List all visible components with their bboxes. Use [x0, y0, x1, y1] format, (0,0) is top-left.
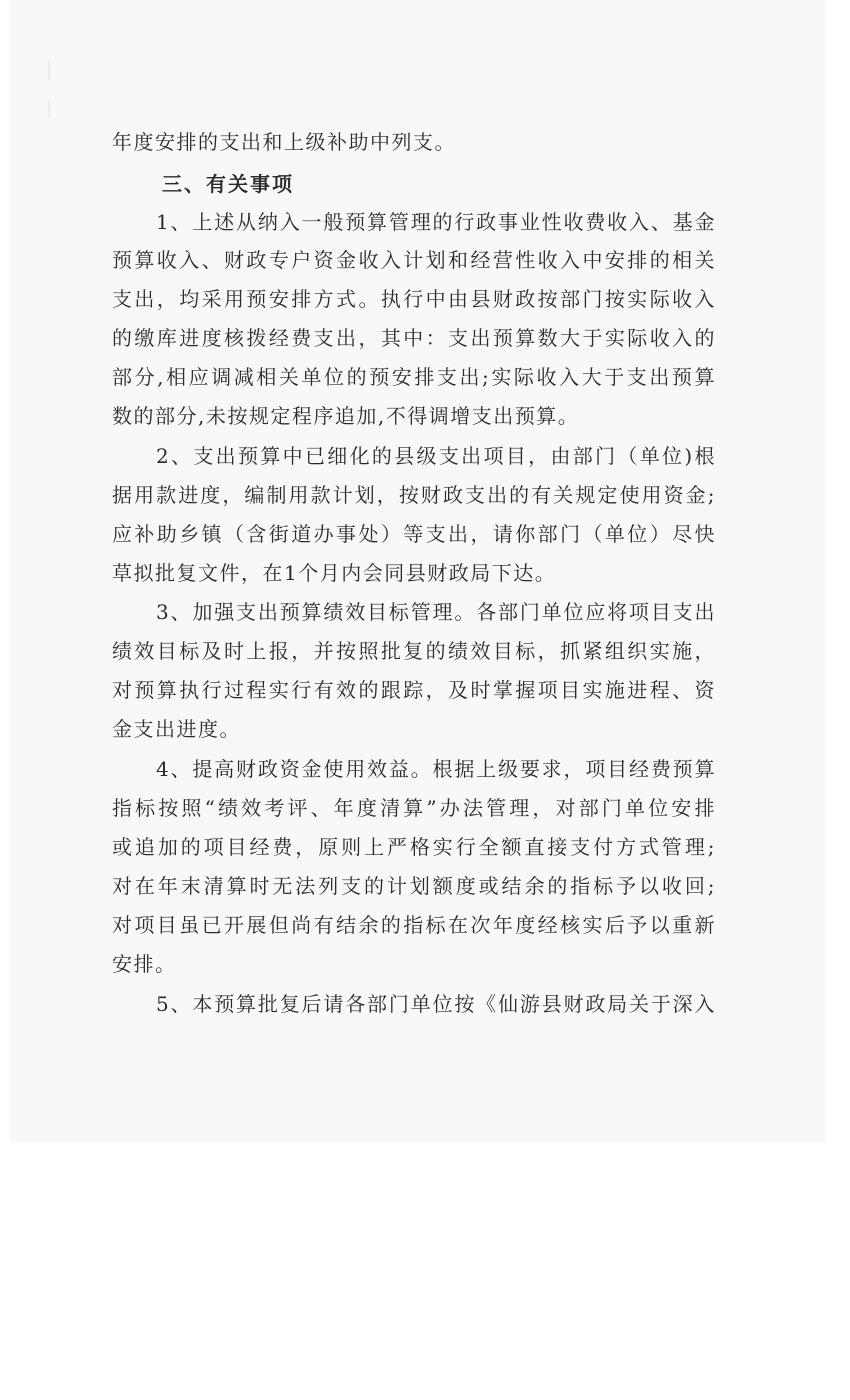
paragraph-1-line: 支出，均采用预安排方式。执行中由县财政按部门按实际收入: [112, 287, 716, 311]
paragraph-2-line: 2、支出预算中已细化的县级支出项目，由部门（单位)根: [156, 444, 716, 468]
paragraph-4-line: 对在年末清算时无法列支的计划额度或结余的指标予以收回;: [112, 874, 716, 898]
paragraph-2-line: 草拟批复文件，在1个月内会同县财政局下达。: [112, 561, 557, 585]
paragraph-4-line: 对项目虽已开展但尚有结余的指标在次年度经核实后予以重新: [112, 913, 716, 937]
paragraph-2-line: 应补助乡镇（含街道办事处）等支出，请你部门（单位）尽快: [112, 522, 716, 546]
paragraph-3-line: 绩效目标及时上报，并按照批复的绩效目标，抓紧组织实施，: [112, 639, 716, 663]
paragraph-1-line: 部分,相应调减相关单位的预安排支出;实际收入大于支出预算: [112, 365, 716, 389]
paragraph-1-line: 预算收入、财政专户资金收入计划和经营性收入中安排的相关: [112, 248, 716, 272]
paragraph-1-line: 数的部分,未按规定程序追加,不得调增支出预算。: [112, 404, 580, 428]
scan-mark: [48, 100, 50, 118]
paragraph-4-line: 或追加的项目经费，原则上严格实行全额直接支付方式管理;: [112, 835, 716, 859]
paragraph-5-line: 5、本预算批复后请各部门单位按《仙游县财政局关于深入: [156, 992, 716, 1016]
paragraph-4-line: 指标按照“绩效考评、年度清算”办法管理，对部门单位安排: [112, 796, 716, 820]
paragraph-2-line: 据用款进度，编制用款计划，按财政支出的有关规定使用资金;: [112, 483, 716, 507]
paragraph-4-line: 4、提高财政资金使用效益。根据上级要求，项目经费预算: [156, 757, 716, 781]
paragraph-1-line: 的缴库进度核拨经费支出，其中：支出预算数大于实际收入的: [112, 326, 716, 350]
text-line: 年度安排的支出和上级补助中列支。: [112, 130, 456, 154]
scan-mark: [48, 60, 50, 80]
paragraph-3-line: 对预算执行过程实行有效的跟踪，及时掌握项目实施进程、资: [112, 678, 716, 702]
section-heading: 三、有关事项: [162, 172, 294, 196]
paragraph-3-line: 3、加强支出预算绩效目标管理。各部门单位应将项目支出: [156, 600, 716, 624]
paragraph-1-line: 1、上述从纳入一般预算管理的行政事业性收费收入、基金: [156, 210, 716, 234]
paragraph-4-line: 安排。: [112, 952, 177, 976]
paragraph-3-line: 金支出进度。: [112, 717, 241, 741]
